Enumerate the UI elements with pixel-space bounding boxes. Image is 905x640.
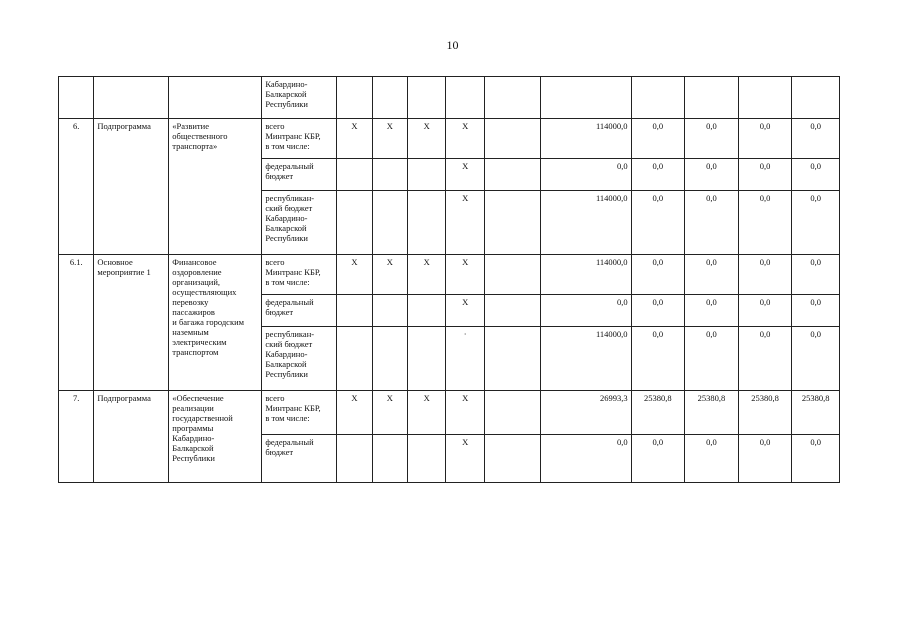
amount-cell: 0,0: [792, 435, 840, 483]
amount-cell: 0,0: [685, 159, 739, 191]
code-mark: X: [446, 159, 484, 191]
program-name: «Обеспечение реализации государственной программы Кабардино- Балкарской Республики: [169, 391, 262, 483]
code-mark: [337, 191, 372, 255]
amount-cell: [484, 435, 540, 483]
code-mark: X: [337, 255, 372, 295]
code-mark: [337, 435, 372, 483]
funding-source: республикан- ский бюджет Кабардино- Балкарской Республики: [262, 327, 337, 391]
code-mark: X: [446, 119, 484, 159]
amount-cell: [484, 295, 540, 327]
amount-cell: 0,0: [685, 255, 739, 295]
amount-cell: [792, 77, 840, 119]
amount-cell: [484, 255, 540, 295]
amount-cell: 0,0: [685, 327, 739, 391]
amount-cell: 0,0: [792, 191, 840, 255]
program-name: [169, 77, 262, 119]
code-mark: X: [446, 391, 484, 435]
amount-cell: [484, 77, 540, 119]
code-mark: [408, 435, 446, 483]
amount-cell: 114000,0: [540, 119, 631, 159]
amount-cell: 114000,0: [540, 191, 631, 255]
code-mark: [372, 159, 407, 191]
table-row: [59, 391, 840, 435]
amount-cell: [738, 77, 792, 119]
code-mark: [408, 191, 446, 255]
program-type: Основное мероприятие 1: [94, 255, 169, 391]
funding-source: Кабардино- Балкарской Республики: [262, 77, 337, 119]
funding-source: всего Минтранс КБР, в том числе:: [262, 255, 337, 295]
amount-cell: 0,0: [792, 295, 840, 327]
amount-cell: 25380,8: [792, 391, 840, 435]
amount-cell: 0,0: [631, 159, 685, 191]
amount-cell: 25380,8: [631, 391, 685, 435]
amount-cell: 114000,0: [540, 327, 631, 391]
amount-cell: [631, 77, 685, 119]
code-mark: [372, 295, 407, 327]
program-type: Подпрограмма: [94, 391, 169, 483]
amount-cell: 0,0: [738, 295, 792, 327]
funding-source: республикан- ский бюджет Кабардино- Балкарской Республики: [262, 191, 337, 255]
code-mark: X: [446, 295, 484, 327]
code-mark: X: [372, 391, 407, 435]
amount-cell: 0,0: [792, 159, 840, 191]
amount-cell: 0,0: [631, 255, 685, 295]
code-mark: X: [446, 435, 484, 483]
amount-cell: 0,0: [631, 327, 685, 391]
program-name: «Развитие общественного транспорта»: [169, 119, 262, 255]
amount-cell: 0,0: [540, 435, 631, 483]
amount-cell: 0,0: [631, 191, 685, 255]
amount-cell: 0,0: [738, 435, 792, 483]
amount-cell: 0,0: [685, 295, 739, 327]
amount-cell: 0,0: [631, 295, 685, 327]
code-mark: X: [372, 255, 407, 295]
code-mark: ·: [446, 327, 484, 391]
code-mark: X: [337, 119, 372, 159]
code-mark: X: [446, 255, 484, 295]
code-mark: [337, 327, 372, 391]
amount-cell: [540, 77, 631, 119]
code-mark: [408, 159, 446, 191]
amount-cell: 0,0: [685, 191, 739, 255]
amount-cell: 0,0: [631, 435, 685, 483]
table-row: [59, 119, 840, 159]
budget-table: [58, 76, 840, 483]
code-mark: [337, 77, 372, 119]
funding-source: федеральный бюджет: [262, 295, 337, 327]
amount-cell: 114000,0: [540, 255, 631, 295]
row-number: 7.: [59, 391, 94, 483]
funding-source: всего Минтранс КБР, в том числе:: [262, 119, 337, 159]
amount-cell: 25380,8: [685, 391, 739, 435]
code-mark: [408, 77, 446, 119]
program-name: Финансовое оздоровление организаций, осуществляющих перевозку пассажиров и багажа городским наземным электрическим транспортом: [169, 255, 262, 391]
code-mark: X: [408, 119, 446, 159]
code-mark: X: [372, 119, 407, 159]
code-mark: X: [408, 391, 446, 435]
amount-cell: 0,0: [792, 119, 840, 159]
funding-source: всего Минтранс КБР, в том числе:: [262, 391, 337, 435]
amount-cell: 0,0: [792, 327, 840, 391]
program-type: Подпрограмма: [94, 119, 169, 255]
code-mark: [337, 159, 372, 191]
code-mark: X: [408, 255, 446, 295]
amount-cell: 0,0: [738, 119, 792, 159]
row-number: 6.: [59, 119, 94, 255]
amount-cell: [484, 159, 540, 191]
code-mark: [372, 327, 407, 391]
table-row: [59, 77, 840, 119]
row-number: 6.1.: [59, 255, 94, 391]
code-mark: X: [337, 391, 372, 435]
funding-source: федеральный бюджет: [262, 159, 337, 191]
row-number: [59, 77, 94, 119]
amount-cell: 26993,3: [540, 391, 631, 435]
code-mark: [372, 435, 407, 483]
page-number: 10: [446, 38, 459, 52]
code-mark: X: [446, 191, 484, 255]
amount-cell: 0,0: [685, 435, 739, 483]
code-mark: [337, 295, 372, 327]
amount-cell: 0,0: [540, 159, 631, 191]
program-type: [94, 77, 169, 119]
code-mark: [408, 327, 446, 391]
amount-cell: 0,0: [738, 159, 792, 191]
funding-source: федеральный бюджет: [262, 435, 337, 483]
code-mark: [408, 295, 446, 327]
amount-cell: 0,0: [540, 295, 631, 327]
amount-cell: 0,0: [631, 119, 685, 159]
amount-cell: [484, 391, 540, 435]
amount-cell: 0,0: [792, 255, 840, 295]
amount-cell: 25380,8: [738, 391, 792, 435]
amount-cell: [685, 77, 739, 119]
amount-cell: 0,0: [738, 327, 792, 391]
table-row: [59, 255, 840, 295]
code-mark: [372, 77, 407, 119]
amount-cell: 0,0: [738, 191, 792, 255]
code-mark: [446, 77, 484, 119]
amount-cell: [484, 327, 540, 391]
amount-cell: [484, 191, 540, 255]
code-mark: [372, 191, 407, 255]
amount-cell: 0,0: [685, 119, 739, 159]
amount-cell: [484, 119, 540, 159]
amount-cell: 0,0: [738, 255, 792, 295]
